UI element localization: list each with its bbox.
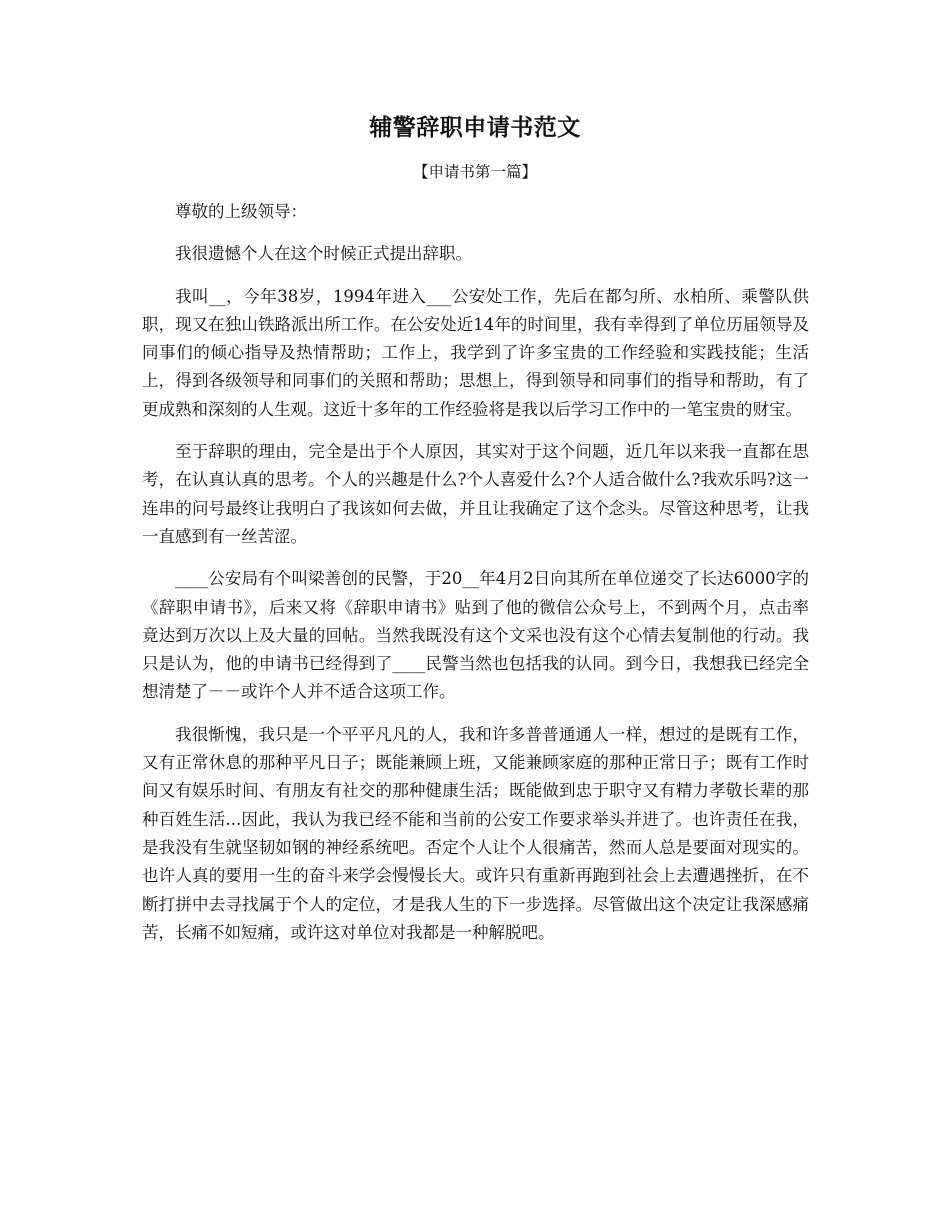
salutation: 尊敬的上级领导：: [175, 202, 307, 221]
paragraph-example: ____公安局有个叫梁善创的民警，于20__年4月2日向其所在单位递交了长达6000字的《辞职申请书》，后来又将《辞职申请书》贴到了他的微信公众号上，不到两个月，点击率竟达到万次以上及大量的回帖。当然我既没有这个文采也没有这个心情去复制他的行动。我只是认为，他的申请书已经得到了____民警当然也包括我的认同。到今日，我想我已经完全想清楚了－－或许个人并不适合这项工作。: [142, 569, 809, 702]
paragraph-reason: 至于辞职的理由，完全是出于个人原因，其实对于这个问题，近几年以来我一直都在思考，在认真认真的思考。个人的兴趣是什么?个人喜爱什么?个人适合做什么?我欢乐吗?这一连串的问号最终让我明白了我该如何去做，并且让我确定了这个念头。尽管这种思考，让我一直感到有一丝苦涩。: [142, 442, 809, 546]
paragraph-background: 我叫__，今年38岁，1994年进入___公安处工作，先后在都匀所、水柏所、乘警队供职，现又在独山铁路派出所工作。在公安处近14年的时间里，我有幸得到了单位历届领导及同事们的倾心指导及热情帮助；工作上，我学到了许多宝贵的工作经验和实践技能；生活上，得到各级领导和同事们的关照和帮助；思想上，得到领导和同事们的指导和帮助，有了更成熟和深刻的人生观。这近十多年的工作经验将是我以后学习工作中的一笔宝贵的财宝。: [142, 286, 809, 419]
section-label: 【申请书第一篇】: [412, 163, 537, 181]
document-title: 辅警辞职申请书范文: [369, 114, 581, 141]
document-body: [142, 198, 809, 961]
paragraph-reflection: 我很惭愧，我只是一个平平凡凡的人，我和许多普普通通人一样，想过的是既有工作，又有正常休息的那种平凡日子；既能兼顾上班，又能兼顾家庭的那种正常日子；既有工作时间又有娱乐时间、有朋友有社交的那种健康生活；既能做到忠于职守又有精力孝敬长辈的那种百姓生活...因此，我认为我已经不能和当前的公安工作要求举头并进了。也许责任在我，是我没有生就坚韧如钢的神经系统吧。否定个人让个人很痛苦，然而人总是要面对现实的。也许人真的要用一生的奋斗来学会慢慢长大。或许只有重新再跑到社会上去遭遇挫折，在不断打拼中去寻找属于个人的定位，才是我人生的下一步选择。尽管做出这个决定让我深感痛苦，长痛不如短痛，或许这对单位对我都是一种解脱吧。: [142, 724, 809, 942]
paragraph-intro: 我很遗憾个人在这个时候正式提出辞职。: [175, 244, 472, 264]
